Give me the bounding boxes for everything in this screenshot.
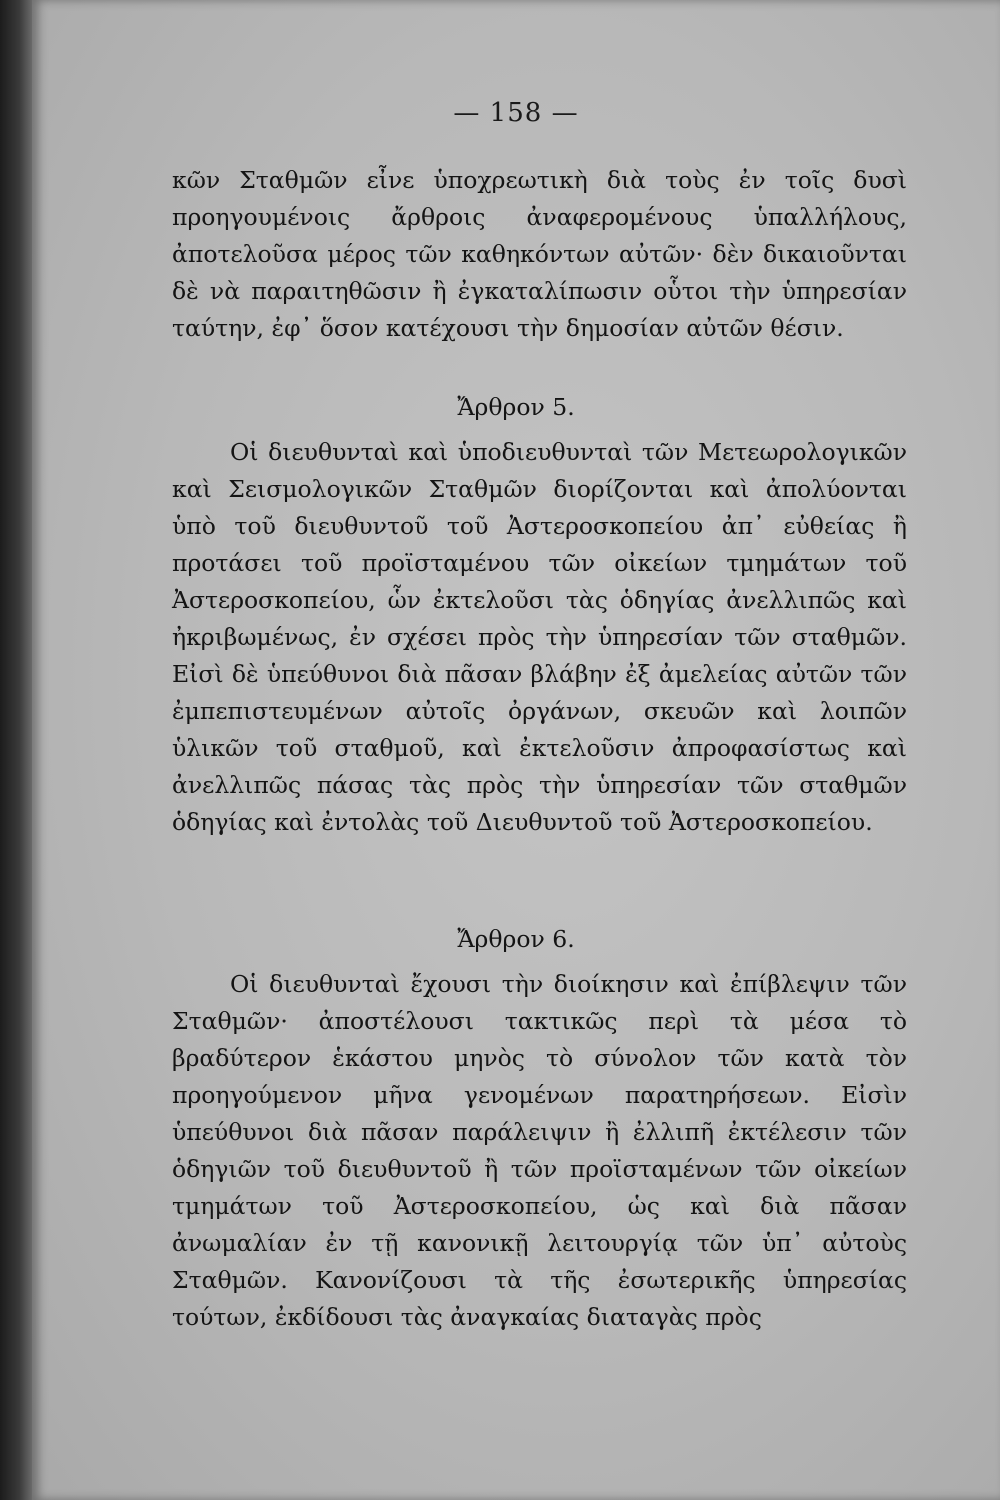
article-6-heading: Ἄρθρον 6. [457, 925, 575, 953]
article-6-block [172, 966, 907, 1336]
book-binding [0, 0, 32, 1500]
article-5-heading: Ἄρθρον 5. [457, 393, 575, 421]
article-5-paragraph: Οἱ διευθυνταὶ καὶ ὑποδιευθυνταὶ τῶν Μετεωρολογικῶν καὶ Σεισμολογικῶν Σταθμῶν διορίζονται καὶ ἀπολύονται ὑπὸ τοῦ διευθυντοῦ τοῦ Ἀστεροσκοπείου ἀπ᾽ εὐθείας ἢ προτάσει τοῦ προϊσταμένου τῶν οἰκείων τμημάτων τοῦ Ἀστεροσκοπείου, ὧν ἐκτελοῦσι τὰς ὁδηγίας ἀνελλιπῶς καὶ ἠκριβωμένως, ἐν σχέσει πρὸς τὴν ὑπηρεσίαν τῶν σταθμῶν. Εἰσὶ δὲ ὑπεύθυνοι διὰ πᾶσαν βλάβην ἐξ ἀμελείας αὐτῶν τῶν ἐμπεπιστευμένων αὐτοῖς ὀργάνων, σκευῶν καὶ λοιπῶν ὑλικῶν τοῦ σταθμοῦ, καὶ ἐκτελοῦσιν ἀπροφασίστως καὶ ἀνελλιπῶς πάσας τὰς πρὸς τὴν ὑπηρεσίαν τῶν σταθμῶν ὁδηγίας καὶ ἐντολὰς τοῦ Διευθυντοῦ τοῦ Ἀστεροσκοπείου. [172, 438, 907, 836]
page-number: — 158 — [453, 98, 579, 128]
book-page [32, 0, 1000, 1500]
continued-paragraph: κῶν Σταθμῶν εἶνε ὑποχρεωτικὴ διὰ τοὺς ἐν τοῖς δυσὶ προηγουμένοις ἄρθροις ἀναφερομένους ὑπαλλήλους, ἀποτελοῦσα μέρος τῶν καθηκόντων αὐτῶν· δὲν δικαιοῦνται δὲ νὰ παραιτηθῶσιν ἢ ἐγκαταλίπωσιν οὗτοι τὴν ὑπηρεσίαν ταύτην, ἐφ᾽ ὅσον κατέχουσι τὴν δημοσίαν αὐτῶν θέσιν. [172, 166, 907, 342]
continued-paragraph-block [172, 162, 907, 347]
article-5-block [172, 434, 907, 841]
article-6-paragraph: Οἱ διευθυνταὶ ἔχουσι τὴν διοίκησιν καὶ ἐπίβλεψιν τῶν Σταθμῶν· ἀποστέλουσι τακτικῶς περὶ τὰ μέσα τὸ βραδύτερον ἑκάστου μηνὸς τὸ σύνολον τῶν κατὰ τὸν προηγούμενον μῆνα γενομένων παρατηρήσεων. Εἰσὶν ὑπεύθυνοι διὰ πᾶσαν παράλειψιν ἢ ἐλλιπῆ ἐκτέλεσιν τῶν ὁδηγιῶν τοῦ διευθυντοῦ ἢ τῶν προϊσταμένων τῶν οἰκείων τμημάτων τοῦ Ἀστεροσκοπείου, ὡς καὶ διὰ πᾶσαν ἀνωμαλίαν ἐν τῇ κανονικῇ λειτουργίᾳ τῶν ὑπ᾽ αὐτοὺς Σταθμῶν. Κανονίζουσι τὰ τῆς ἐσωτερικῆς ὑπηρεσίας τούτων, ἐκδίδουσι τὰς ἀναγκαίας διαταγὰς πρὸς [172, 970, 907, 1331]
